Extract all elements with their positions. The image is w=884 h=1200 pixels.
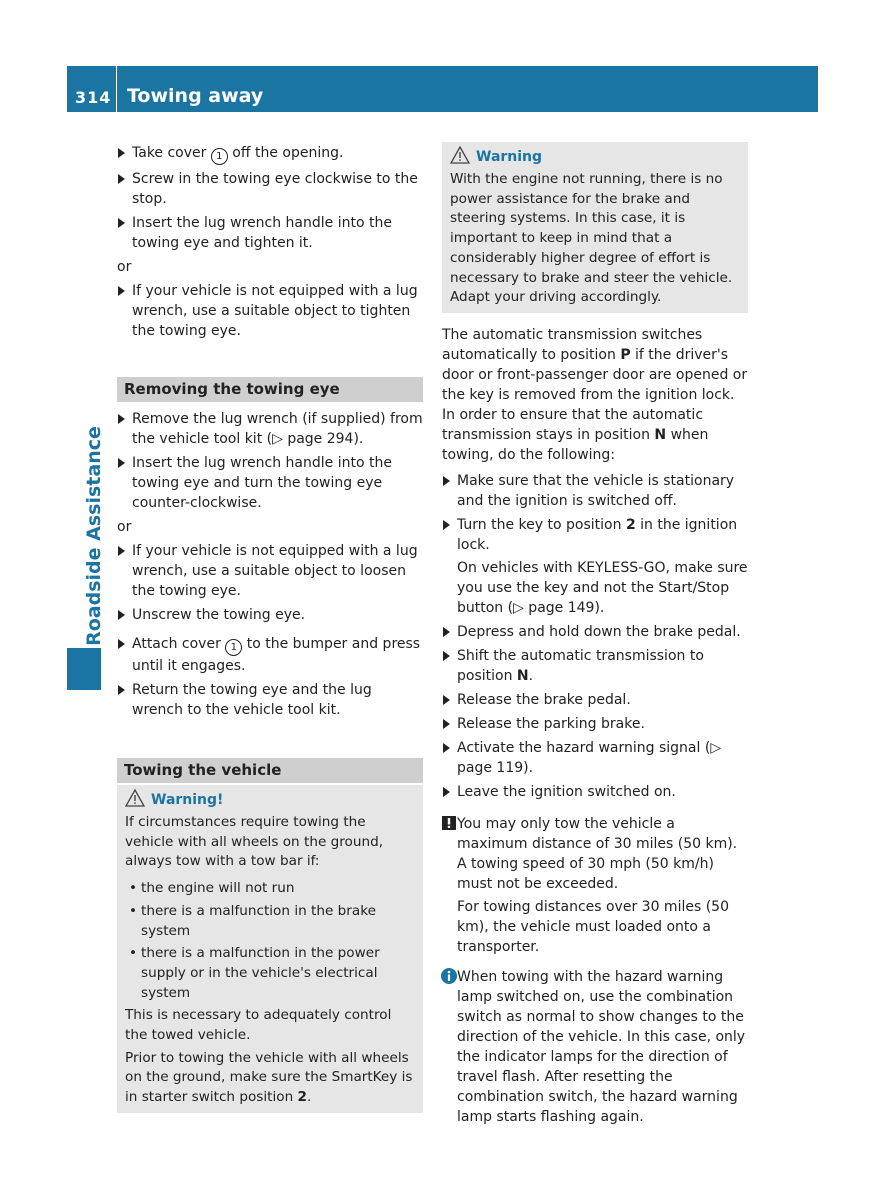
warning-box-towing (117, 785, 423, 1113)
warning-triangle-icon (450, 146, 470, 164)
info-text: When towing with the hazard warning lamp switched on, use the combination switch as normal to show changes to the direction of the vehicle. In this case, only the indicator lamps for the direction of travel flash. After resetting the combination switch, the hazard warning lamp starts flashing again. (457, 968, 746, 1125)
para-text: . (307, 1089, 312, 1106)
para-text: Prior to towing the vehicle with all wheels on the ground, make sure the SmartKey is in starter switch position (125, 1049, 413, 1106)
step-shift-n (442, 646, 748, 686)
or-text: or (117, 519, 132, 535)
step-unscrew: Unscrew the towing eye. (117, 605, 423, 625)
step-text: Shift the automatic transmission to position (457, 647, 704, 684)
page-title: Towing away (127, 85, 264, 107)
warning-text: With the engine not running, there is no power assistance for the brake and steering systems. In this case, it is important to keep in mind that a considerably higher degree of effort is necessary to brake and steer the vehicle. Adapt your driving accordingly. (450, 171, 733, 306)
step-take-cover (117, 143, 423, 165)
step-text: in the ignition lock. (457, 516, 738, 553)
position-value: N (516, 667, 529, 684)
caution-exclamation-icon (442, 816, 456, 830)
section-label: Roadside Assistance (83, 426, 105, 646)
step-text: to the bumper and press until it engages. (132, 636, 421, 674)
step-turn-ccw: Insert the lug wrench handle into the towing eye and turn the towing eye counter-clockwise. (117, 453, 423, 513)
step-depress-brake: Depress and hold down the brake pedal. (442, 622, 748, 642)
warning-title: Warning (476, 149, 543, 165)
keyless-go-note: On vehicles with KEYLESS-GO, make sure you use the key and not the Start/Stop button (▷ page 149). (457, 559, 748, 616)
caution-note (442, 814, 748, 957)
warning-header (125, 789, 415, 813)
step-ignition-on: Leave the ignition switched on. (442, 782, 748, 802)
step-release-brake-pedal: Release the brake pedal. (442, 690, 748, 710)
position-n: N (654, 426, 667, 443)
step-turn-key (442, 515, 748, 618)
warning-para: This is necessary to adequately control the towed vehicle. (125, 1007, 392, 1044)
step-release-parking-brake: Release the parking brake. (442, 714, 748, 734)
step-attach-cover (117, 634, 423, 676)
list-item: • the engine will not run (125, 879, 415, 899)
para-text: The automatic transmission switches automatically to position (442, 326, 703, 363)
page-header (67, 66, 818, 112)
info-icon (441, 968, 457, 984)
callout-1-icon: 1 (211, 148, 228, 165)
step-hazard-signal: Activate the hazard warning signal (▷ page 119). (442, 738, 748, 778)
caution-cont: For towing distances over 30 miles (50 km), the vehicle must loaded onto a transporter. (457, 898, 729, 955)
section-tab (67, 648, 101, 690)
step-text: Attach cover (132, 636, 226, 652)
right-column (442, 142, 748, 1131)
warning-title: Warning! (151, 792, 224, 808)
step-screw-in: Screw in the towing eye clockwise to the stop. (117, 169, 423, 209)
step-stationary: Make sure that the vehicle is stationary and the ignition is switched off. (442, 471, 748, 511)
step-text: Turn the key to position (457, 516, 626, 533)
step-text: off the opening. (227, 145, 344, 161)
callout-1-icon: 1 (225, 639, 242, 656)
warning-header (450, 146, 740, 170)
position-p: P (620, 346, 631, 363)
step-text: . (528, 667, 534, 684)
info-note (442, 967, 748, 1127)
left-column (117, 143, 423, 1113)
section-heading-removing: Removing the towing eye (117, 377, 423, 402)
step-insert-wrench: Insert the lug wrench handle into the towing eye and tighten it. (117, 213, 423, 253)
step-text: Take cover (132, 145, 211, 161)
or-text: or (117, 259, 132, 275)
position-value: 2 (297, 1089, 307, 1106)
step-return-kit: Return the towing eye and the lug wrench to the vehicle tool kit. (117, 680, 423, 720)
position-value: 2 (625, 516, 636, 533)
header-divider (116, 66, 117, 112)
warning-intro: If circumstances require towing the vehicle with all wheels on the ground, always tow with a tow bar if: (125, 814, 384, 870)
para-text: when towing, do the following: (442, 426, 709, 463)
transmission-paragraph (442, 325, 748, 465)
warning-box-power (442, 142, 748, 313)
warning-triangle-icon (125, 789, 145, 807)
section-heading-towing: Towing the vehicle (117, 758, 423, 783)
caution-text: You may only tow the vehicle a maximum distance of 30 miles (50 km). A towing speed of 30 mph (50 km/h) must not be exceeded. (457, 815, 738, 892)
step-alt-loosen: If your vehicle is not equipped with a lug wrench, use a suitable object to loosen the towing eye. (117, 541, 423, 601)
step-remove-wrench: Remove the lug wrench (if supplied) from the vehicle tool kit (▷ page 294). (117, 409, 423, 449)
warning-para-smartkey (125, 1049, 415, 1108)
page-number: 314 (75, 88, 112, 107)
step-alt-tighten: If your vehicle is not equipped with a lug wrench, use a suitable object to tighten the towing eye. (117, 281, 423, 341)
list-item: • there is a malfunction in the power supply or in the vehicle's electrical system (125, 944, 415, 1003)
para-text: if the driver's door or front-passenger door are opened or the key is removed from the ignition lock. In order to ensure that the automatic transmission stays in position (442, 346, 748, 443)
list-item: • there is a malfunction in the brake system (125, 902, 415, 941)
